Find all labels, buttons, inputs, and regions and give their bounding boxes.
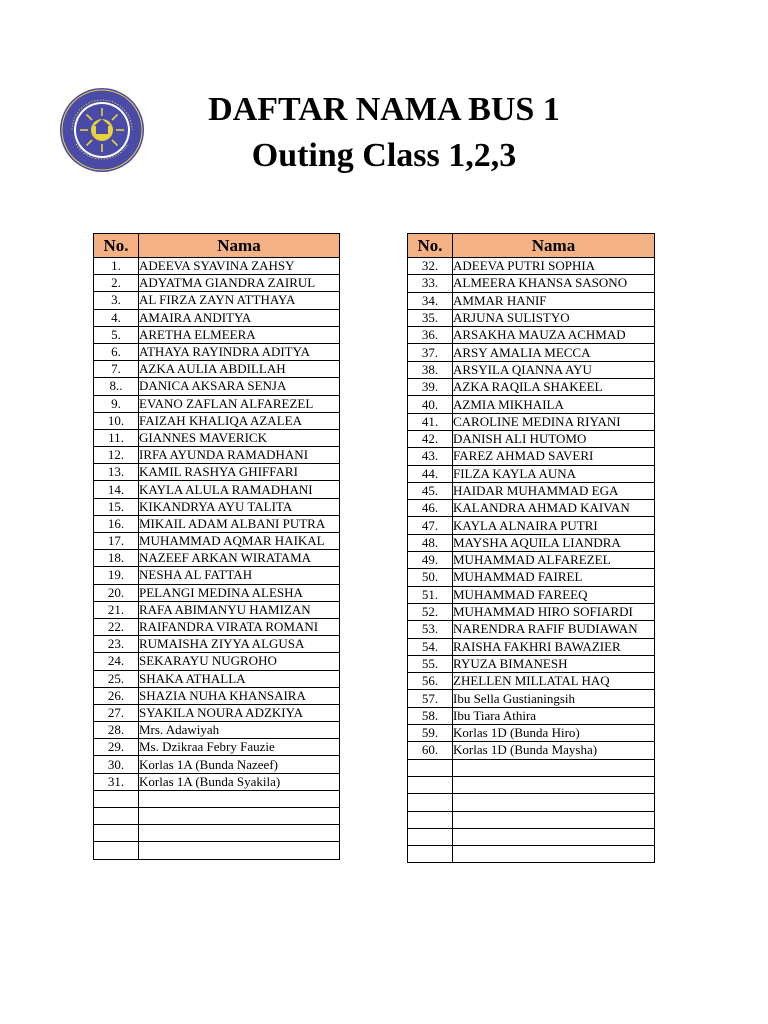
table-row [408,846,655,863]
table-row [94,515,340,532]
table-row [94,808,340,825]
row-name: MUHAMMAD FAREEQ [453,586,655,603]
row-name: SEKARAYU NUGROHO [139,653,340,670]
row-number: 57. [408,690,453,707]
row-name: MUHAMMAD ALFAREZEL [453,552,655,569]
table-row [94,687,340,704]
row-number: 58. [408,707,453,724]
row-number: 55. [408,655,453,672]
row-name: ARSY AMALIA MECCA [453,344,655,361]
row-number: 14. [94,481,139,498]
table-row [408,448,655,465]
row-number: 20. [94,584,139,601]
column-header-no: No. [408,234,453,258]
row-name: AZKA RAQILA SHAKEEL [453,379,655,396]
table-row [94,412,340,429]
table-row [408,379,655,396]
row-name: Korlas 1A (Bunda Nazeef) [139,756,340,773]
page-subtitle: Outing Class 1,2,3 [251,137,517,174]
row-name [139,842,340,859]
table-row [408,776,655,793]
row-name [139,825,340,842]
table-row [408,621,655,638]
table-row [94,395,340,412]
table-row [408,482,655,499]
row-name: RUMAISHA ZIYYA ALGUSA [139,636,340,653]
row-number: 26. [94,687,139,704]
column-header-name: Nama [453,234,655,258]
table-body [94,258,340,860]
row-number [408,759,453,776]
row-number: 59. [408,725,453,742]
table-row [408,690,655,707]
row-name: ARETHA ELMEERA [139,326,340,343]
row-name: ARJUNA SULISTYO [453,309,655,326]
row-name: ALMEERA KHANSA SASONO [453,275,655,292]
row-number: 42. [408,430,453,447]
row-name: PELANGI MEDINA ALESHA [139,584,340,601]
table-header-row [94,234,340,258]
row-number: 54. [408,638,453,655]
row-number [408,828,453,845]
table-row [94,326,340,343]
column-header-name: Nama [139,234,340,258]
table-row [408,725,655,742]
row-name: Korlas 1A (Bunda Syakila) [139,773,340,790]
row-number: 43. [408,448,453,465]
table-row [94,309,340,326]
row-number: 13. [94,464,139,481]
row-number [94,808,139,825]
row-name: MUHAMMAD HIRO SOFIARDI [453,603,655,620]
row-number: 60. [408,742,453,759]
row-number: 44. [408,465,453,482]
table-row [408,828,655,845]
row-number: 51. [408,586,453,603]
row-number: 45. [408,482,453,499]
row-number: 46. [408,500,453,517]
table-row [408,413,655,430]
row-number: 30. [94,756,139,773]
table-row [408,500,655,517]
table-row [408,742,655,759]
row-name: RAISHA FAKHRI BAWAZIER [453,638,655,655]
row-number: 49. [408,552,453,569]
row-number: 48. [408,534,453,551]
row-number: 56. [408,673,453,690]
table-row [94,618,340,635]
row-name: DANISH ALI HUTOMO [453,430,655,447]
table-row [408,638,655,655]
table-row [94,550,340,567]
table-row [408,327,655,344]
row-name: Korlas 1D (Bunda Maysha) [453,742,655,759]
table-row [408,569,655,586]
row-number [94,790,139,807]
table-row [94,464,340,481]
row-name [453,846,655,863]
row-name: ZHELLEN MILLATAL HAQ [453,673,655,690]
row-name: KAYLA ALULA RAMADHANI [139,481,340,498]
table-row [408,361,655,378]
row-number: 19. [94,567,139,584]
table-row [94,790,340,807]
row-name: HAIDAR MUHAMMAD EGA [453,482,655,499]
table-row [94,722,340,739]
row-name: NAZEEF ARKAN WIRATAMA [139,550,340,567]
row-name: AMMAR HANIF [453,292,655,309]
row-name: MIKAIL ADAM ALBANI PUTRA [139,515,340,532]
page-title: DAFTAR NAMA BUS 1 [208,91,560,128]
row-name: AL FIRZA ZAYN ATTHAYA [139,292,340,309]
row-number: 4. [94,309,139,326]
row-number: 17. [94,533,139,550]
table-row [408,275,655,292]
row-name [453,811,655,828]
row-number: 50. [408,569,453,586]
table-row [94,653,340,670]
row-number [408,794,453,811]
table-row [94,481,340,498]
row-name: KAYLA ALNAIRA PUTRI [453,517,655,534]
row-number: 23. [94,636,139,653]
row-name: KIKANDRYA AYU TALITA [139,498,340,515]
row-number: 5. [94,326,139,343]
row-number [408,776,453,793]
row-name: ADEEVA PUTRI SOPHIA [453,258,655,275]
row-number: 16. [94,515,139,532]
row-name [139,808,340,825]
row-number: 9. [94,395,139,412]
table-row [408,707,655,724]
table-row [408,811,655,828]
table-header-row [408,234,655,258]
table-row [94,584,340,601]
row-number [408,846,453,863]
row-number: 28. [94,722,139,739]
row-name [453,794,655,811]
row-name: SYAKILA NOURA ADZKIYA [139,704,340,721]
row-name: RAFA ABIMANYU HAMIZAN [139,601,340,618]
row-name: FILZA KAYLA AUNA [453,465,655,482]
row-name: ADYATMA GIANDRA ZAIRUL [139,275,340,292]
table-row [94,636,340,653]
row-number: 34. [408,292,453,309]
row-name: Mrs. Adawiyah [139,722,340,739]
table-row [408,759,655,776]
row-name: AMAIRA ANDITYA [139,309,340,326]
table-row [94,773,340,790]
row-name [139,790,340,807]
row-name: MUHAMMAD AQMAR HAIKAL [139,533,340,550]
row-number: 53. [408,621,453,638]
roster-table-left [93,233,340,860]
row-name: MUHAMMAD FAIREL [453,569,655,586]
table-row [94,704,340,721]
row-number: 47. [408,517,453,534]
table-row [94,275,340,292]
row-name: MAYSHA AQUILA LIANDRA [453,534,655,551]
table-row [408,794,655,811]
table-row [94,292,340,309]
table-row [94,258,340,275]
row-number: 27. [94,704,139,721]
row-name: IRFA AYUNDA RAMADHANI [139,447,340,464]
table-row [94,842,340,859]
row-number [408,811,453,828]
row-number: 35. [408,309,453,326]
table-row [408,465,655,482]
row-number: 15. [94,498,139,515]
row-number: 37. [408,344,453,361]
row-number: 33. [408,275,453,292]
row-name: ATHAYA RAYINDRA ADITYA [139,343,340,360]
row-number: 41. [408,413,453,430]
row-number: 25. [94,670,139,687]
row-number: 6. [94,343,139,360]
row-name: CAROLINE MEDINA RIYANI [453,413,655,430]
table-row [94,825,340,842]
row-number: 29. [94,739,139,756]
row-name: SHAKA ATHALLA [139,670,340,687]
row-name: NESHA AL FATTAH [139,567,340,584]
row-number: 38. [408,361,453,378]
row-name: Ibu Sella Gustianingsih [453,690,655,707]
row-number: 31. [94,773,139,790]
row-name [453,828,655,845]
row-name: ARSAKHA MAUZA ACHMAD [453,327,655,344]
table-row [94,429,340,446]
row-name: DANICA AKSARA SENJA [139,378,340,395]
table-row [94,567,340,584]
row-number: 2. [94,275,139,292]
table-row [408,292,655,309]
row-name: KALANDRA AHMAD KAIVAN [453,500,655,517]
table-row [408,552,655,569]
row-name: GIANNES MAVERICK [139,429,340,446]
row-number [94,842,139,859]
row-number: 7. [94,361,139,378]
table-row [94,533,340,550]
table-row [408,534,655,551]
table-body [408,258,655,863]
row-number: 52. [408,603,453,620]
row-number [94,825,139,842]
row-name: ADEEVA SYAVINA ZAHSY [139,258,340,275]
table-row [408,396,655,413]
table-row [94,601,340,618]
table-row [408,673,655,690]
row-name [453,759,655,776]
row-name: EVANO ZAFLAN ALFAREZEL [139,395,340,412]
row-name: FAREZ AHMAD SAVERI [453,448,655,465]
row-number: 21. [94,601,139,618]
row-name: RYUZA BIMANESH [453,655,655,672]
row-number: 39. [408,379,453,396]
table-row [94,739,340,756]
row-number: 8.. [94,378,139,395]
table-row [94,756,340,773]
table-row [94,361,340,378]
row-number: 18. [94,550,139,567]
row-name [453,776,655,793]
table-row [408,586,655,603]
row-name: Ms. Dzikraa Febry Fauzie [139,739,340,756]
table-row [94,670,340,687]
row-name: ARSYILA QIANNA AYU [453,361,655,378]
column-header-no: No. [94,234,139,258]
row-name: FAIZAH KHALIQA AZALEA [139,412,340,429]
table-row [408,655,655,672]
row-number: 1. [94,258,139,275]
table-row [94,378,340,395]
row-name: Korlas 1D (Bunda Hiro) [453,725,655,742]
row-number: 24. [94,653,139,670]
row-number: 11. [94,429,139,446]
table-row [94,343,340,360]
table-row [408,344,655,361]
row-number: 10. [94,412,139,429]
row-number: 12. [94,447,139,464]
row-number: 36. [408,327,453,344]
row-number: 22. [94,618,139,635]
row-name: KAMIL RASHYA GHIFFARI [139,464,340,481]
table-row [94,498,340,515]
row-name: NARENDRA RAFIF BUDIAWAN [453,621,655,638]
row-number: 32. [408,258,453,275]
row-number: 3. [94,292,139,309]
row-name: RAIFANDRA VIRATA ROMANI [139,618,340,635]
table-row [408,430,655,447]
row-number: 40. [408,396,453,413]
row-name: AZMIA MIKHAILA [453,396,655,413]
table-row [408,603,655,620]
table-row [408,517,655,534]
row-name: Ibu Tiara Athira [453,707,655,724]
row-name: AZKA AULIA ABDILLAH [139,361,340,378]
table-row [408,258,655,275]
row-name: SHAZIA NUHA KHANSAIRA [139,687,340,704]
table-row [408,309,655,326]
roster-table-right [407,233,655,863]
table-row [94,447,340,464]
